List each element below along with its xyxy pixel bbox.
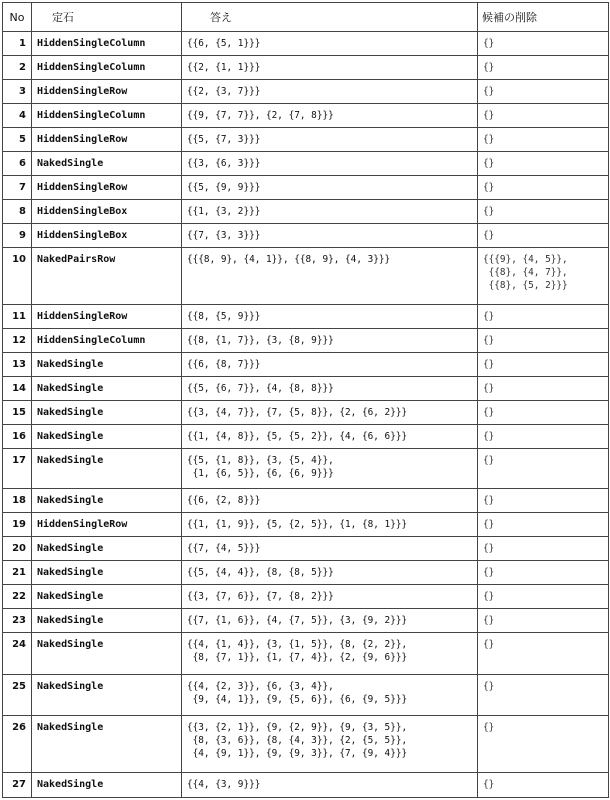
candidate-line: {}: [483, 110, 495, 121]
row-number: 9: [3, 224, 32, 248]
row-number: 6: [3, 152, 32, 176]
table-row: [3, 128, 609, 152]
answer-cell: [182, 561, 478, 585]
table-row: [3, 329, 609, 353]
candidate-line: {}: [483, 86, 495, 97]
answer-line: {8, {7, 1}}, {1, {7, 4}}, {2, {9, 6}}}: [187, 652, 408, 663]
candidate-removal-cell: [478, 329, 609, 353]
technique-name: NakedSingle: [32, 773, 182, 798]
header-row: [3, 3, 609, 32]
answer-cell: [182, 675, 478, 716]
table-row: [3, 248, 609, 305]
answer-line: {{9, {7, 7}}, {2, {7, 8}}}: [187, 110, 334, 121]
technique-name: HiddenSingleColumn: [32, 32, 182, 56]
candidate-line: {}: [483, 335, 495, 346]
candidate-line: {}: [483, 591, 495, 602]
table-row: [3, 32, 609, 56]
technique-name: NakedSingle: [32, 716, 182, 773]
candidate-removal-cell: [478, 561, 609, 585]
technique-name: NakedSingle: [32, 675, 182, 716]
answer-cell: [182, 224, 478, 248]
answer-line: {{3, {6, 3}}}: [187, 158, 261, 169]
technique-name: HiddenSingleRow: [32, 128, 182, 152]
row-number: 21: [3, 561, 32, 585]
candidate-removal-cell: [478, 609, 609, 633]
answer-line: {{2, {1, 1}}}: [187, 62, 261, 73]
row-number: 1: [3, 32, 32, 56]
answer-line: {9, {4, 1}}, {9, {5, 6}}, {6, {9, 5}}}: [187, 694, 408, 705]
table-row: [3, 104, 609, 128]
candidate-removal-cell: [478, 537, 609, 561]
candidate-line: {}: [483, 681, 495, 692]
technique-name: HiddenSingleRow: [32, 176, 182, 200]
technique-name: HiddenSingleRow: [32, 305, 182, 329]
row-number: 25: [3, 675, 32, 716]
technique-name: HiddenSingleColumn: [32, 104, 182, 128]
answer-cell: [182, 377, 478, 401]
candidate-removal-cell: [478, 716, 609, 773]
candidate-line: {{8}, {5, 2}}}: [483, 280, 568, 291]
table-row: [3, 561, 609, 585]
candidate-line: {}: [483, 567, 495, 578]
technique-name: NakedSingle: [32, 489, 182, 513]
answer-cell: [182, 56, 478, 80]
candidate-line: {}: [483, 158, 495, 169]
technique-name: NakedSingle: [32, 585, 182, 609]
answer-line: {{5, {4, 4}}, {8, {8, 5}}}: [187, 567, 334, 578]
row-number: 2: [3, 56, 32, 80]
candidate-removal-cell: [478, 224, 609, 248]
row-number: 27: [3, 773, 32, 798]
candidate-removal-cell: [478, 152, 609, 176]
answer-line: {{8, {5, 9}}}: [187, 311, 261, 322]
candidate-removal-cell: [478, 425, 609, 449]
row-number: 16: [3, 425, 32, 449]
table-row: [3, 585, 609, 609]
answer-cell: [182, 104, 478, 128]
candidate-line: {}: [483, 615, 495, 626]
answer-line: {{5, {9, 9}}}: [187, 182, 261, 193]
answer-cell: [182, 176, 478, 200]
technique-name: HiddenSingleBox: [32, 200, 182, 224]
candidate-line: {}: [483, 519, 495, 530]
candidate-removal-cell: [478, 585, 609, 609]
row-number: 4: [3, 104, 32, 128]
candidate-removal-cell: [478, 353, 609, 377]
technique-name: HiddenSingleRow: [32, 513, 182, 537]
candidate-removal-cell: [478, 32, 609, 56]
answer-cell: [182, 80, 478, 104]
table-row: [3, 152, 609, 176]
row-number: 7: [3, 176, 32, 200]
answer-cell: [182, 609, 478, 633]
answer-cell: [182, 329, 478, 353]
candidate-line: {}: [483, 206, 495, 217]
table-row: [3, 56, 609, 80]
candidate-removal-cell: [478, 176, 609, 200]
answer-cell: [182, 401, 478, 425]
technique-name: HiddenSingleColumn: [32, 329, 182, 353]
technique-name: NakedSingle: [32, 353, 182, 377]
candidate-line: {}: [483, 407, 495, 418]
answer-cell: [182, 152, 478, 176]
row-number: 8: [3, 200, 32, 224]
header-technique: 定石: [32, 3, 182, 32]
candidate-removal-cell: [478, 248, 609, 305]
candidate-line: {}: [483, 431, 495, 442]
answer-line: {{7, {4, 5}}}: [187, 543, 261, 554]
technique-name: NakedSingle: [32, 449, 182, 489]
row-number: 23: [3, 609, 32, 633]
answer-line: {{2, {3, 7}}}: [187, 86, 261, 97]
table-row: [3, 513, 609, 537]
row-number: 12: [3, 329, 32, 353]
answer-line: {{3, {4, 7}}, {7, {5, 8}}, {2, {6, 2}}}: [187, 407, 408, 418]
candidate-removal-cell: [478, 513, 609, 537]
row-number: 13: [3, 353, 32, 377]
answer-cell: [182, 425, 478, 449]
table-row: [3, 716, 609, 773]
candidate-line: {}: [483, 182, 495, 193]
table-row: [3, 537, 609, 561]
answer-cell: [182, 200, 478, 224]
candidate-removal-cell: [478, 633, 609, 675]
answer-line: {{7, {1, 6}}, {4, {7, 5}}, {3, {9, 2}}}: [187, 615, 408, 626]
table-row: [3, 401, 609, 425]
technique-name: NakedSingle: [32, 609, 182, 633]
row-number: 10: [3, 248, 32, 305]
row-number: 24: [3, 633, 32, 675]
candidate-removal-cell: [478, 401, 609, 425]
answer-line: {1, {6, 5}}, {6, {6, 9}}}: [187, 468, 334, 479]
candidate-removal-cell: [478, 449, 609, 489]
technique-name: NakedPairsRow: [32, 248, 182, 305]
answer-cell: [182, 537, 478, 561]
answer-cell: [182, 633, 478, 675]
candidate-line: {}: [483, 134, 495, 145]
answer-line: {{5, {6, 7}}, {4, {8, 8}}}: [187, 383, 334, 394]
table-row: [3, 773, 609, 798]
technique-name: NakedSingle: [32, 537, 182, 561]
candidate-line: {}: [483, 543, 495, 554]
candidate-removal-cell: [478, 128, 609, 152]
answer-line: {{4, {2, 3}}, {6, {3, 4}},: [187, 681, 334, 692]
table-row: [3, 200, 609, 224]
answer-cell: [182, 585, 478, 609]
candidate-line: {}: [483, 495, 495, 506]
row-number: 5: [3, 128, 32, 152]
row-number: 26: [3, 716, 32, 773]
candidate-line: {{8}, {4, 7}},: [483, 267, 568, 278]
answer-line: {8, {3, 6}}, {8, {4, 3}}, {2, {5, 5}},: [187, 735, 408, 746]
header-candidate-removal: 候補の削除: [478, 3, 609, 32]
table-row: [3, 353, 609, 377]
row-number: 22: [3, 585, 32, 609]
candidate-removal-cell: [478, 200, 609, 224]
table-row: [3, 305, 609, 329]
candidate-line: {}: [483, 779, 495, 790]
row-number: 17: [3, 449, 32, 489]
row-number: 15: [3, 401, 32, 425]
row-number: 3: [3, 80, 32, 104]
answer-line: {{3, {7, 6}}, {7, {8, 2}}}: [187, 591, 334, 602]
candidate-line: {}: [483, 383, 495, 394]
table-row: [3, 675, 609, 716]
answer-line: {{6, {2, 8}}}: [187, 495, 261, 506]
answer-line: {{7, {3, 3}}}: [187, 230, 261, 241]
sudoku-steps-table: [2, 2, 609, 798]
technique-name: NakedSingle: [32, 561, 182, 585]
technique-name: NakedSingle: [32, 377, 182, 401]
answer-cell: [182, 353, 478, 377]
candidate-line: {}: [483, 38, 495, 49]
candidate-removal-cell: [478, 489, 609, 513]
candidate-line: {}: [483, 639, 495, 650]
row-number: 18: [3, 489, 32, 513]
header-answer: 答え: [182, 3, 478, 32]
candidate-line: {}: [483, 359, 495, 370]
candidate-removal-cell: [478, 305, 609, 329]
answer-cell: [182, 248, 478, 305]
technique-name: HiddenSingleColumn: [32, 56, 182, 80]
table-row: [3, 425, 609, 449]
answer-cell: [182, 716, 478, 773]
candidate-line: {}: [483, 722, 495, 733]
answer-line: {4, {9, 1}}, {9, {9, 3}}, {7, {9, 4}}}: [187, 748, 408, 759]
answer-line: {{5, {7, 3}}}: [187, 134, 261, 145]
candidate-removal-cell: [478, 773, 609, 798]
answer-line: {{5, {1, 8}}, {3, {5, 4}},: [187, 455, 334, 466]
table-row: [3, 224, 609, 248]
candidate-removal-cell: [478, 675, 609, 716]
table-row: [3, 489, 609, 513]
table-row: [3, 449, 609, 489]
answer-line: {{{8, 9}, {4, 1}}, {{8, 9}, {4, 3}}}: [187, 254, 391, 265]
candidate-removal-cell: [478, 56, 609, 80]
row-number: 11: [3, 305, 32, 329]
table-row: [3, 377, 609, 401]
table-row: [3, 609, 609, 633]
row-number: 14: [3, 377, 32, 401]
row-number: 20: [3, 537, 32, 561]
answer-line: {{1, {1, 9}}, {5, {2, 5}}, {1, {8, 1}}}: [187, 519, 408, 530]
candidate-line: {}: [483, 311, 495, 322]
answer-cell: [182, 773, 478, 798]
technique-name: NakedSingle: [32, 425, 182, 449]
answer-cell: [182, 305, 478, 329]
answer-cell: [182, 513, 478, 537]
candidate-line: {}: [483, 455, 495, 466]
technique-name: HiddenSingleRow: [32, 80, 182, 104]
candidate-line: {}: [483, 62, 495, 73]
answer-cell: [182, 32, 478, 56]
header-no: No: [3, 3, 32, 32]
answer-cell: [182, 489, 478, 513]
answer-line: {{4, {3, 9}}}: [187, 779, 261, 790]
candidate-line: {{{9}, {4, 5}},: [483, 254, 568, 265]
candidate-removal-cell: [478, 104, 609, 128]
answer-line: {{6, {8, 7}}}: [187, 359, 261, 370]
table-row: [3, 80, 609, 104]
answer-line: {{6, {5, 1}}}: [187, 38, 261, 49]
answer-cell: [182, 128, 478, 152]
candidate-removal-cell: [478, 80, 609, 104]
table-row: [3, 633, 609, 675]
technique-name: NakedSingle: [32, 152, 182, 176]
answer-line: {{1, {3, 2}}}: [187, 206, 261, 217]
answer-cell: [182, 449, 478, 489]
technique-name: NakedSingle: [32, 633, 182, 675]
technique-name: HiddenSingleBox: [32, 224, 182, 248]
answer-line: {{1, {4, 8}}, {5, {5, 2}}, {4, {6, 6}}}: [187, 431, 408, 442]
technique-name: NakedSingle: [32, 401, 182, 425]
answer-line: {{4, {1, 4}}, {3, {1, 5}}, {8, {2, 2}},: [187, 639, 408, 650]
answer-line: {{3, {2, 1}}, {9, {2, 9}}, {9, {3, 5}},: [187, 722, 408, 733]
candidate-line: {}: [483, 230, 495, 241]
answer-line: {{8, {1, 7}}, {3, {8, 9}}}: [187, 335, 334, 346]
table-row: [3, 176, 609, 200]
row-number: 19: [3, 513, 32, 537]
candidate-removal-cell: [478, 377, 609, 401]
